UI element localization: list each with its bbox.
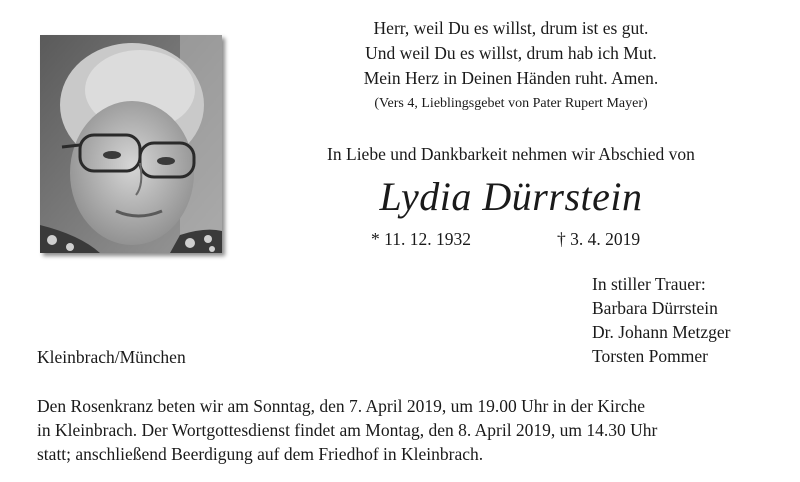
notice-line: Den Rosenkranz beten wir am Sonntag, den 7. April 2019, um 19.00 Uhr in der Kirche <box>37 396 645 416</box>
mourners-block <box>592 272 731 368</box>
verse-line: Und weil Du es willst, drum hab ich Mut. <box>365 43 657 63</box>
portrait-photo <box>40 35 222 253</box>
mourner-name: Barbara Dürrstein <box>592 298 718 318</box>
deceased-name: Lydia Dürrstein <box>379 174 643 219</box>
farewell-intro: In Liebe und Dankbarkeit nehmen wir Abschied von <box>327 144 695 164</box>
place-name: Kleinbrach/München <box>37 347 186 367</box>
death-date: † 3. 4. 2019 <box>557 229 641 249</box>
birth-date: * 11. 12. 1932 <box>371 229 471 249</box>
verse-block <box>300 16 722 116</box>
verse-line: Mein Herz in Deinen Händen ruht. Amen. <box>363 68 659 88</box>
notice-line: in Kleinbrach. Der Wortgottesdienst findet am Montag, den 8. April 2019, um 14.30 Uhr <box>37 420 658 440</box>
notice-line: statt; anschließend Beerdigung auf dem Friedhof in Kleinbrach. <box>37 444 484 464</box>
mourner-name: Torsten Pommer <box>592 346 708 366</box>
mourners-heading: In stiller Trauer: <box>592 274 706 294</box>
verse-line: Herr, weil Du es willst, drum ist es gut. <box>373 18 649 38</box>
verse-source: (Vers 4, Lieblingsgebet von Pater Rupert Mayer) <box>374 96 648 111</box>
service-notice <box>37 394 767 466</box>
mourner-name: Dr. Johann Metzger <box>592 322 731 342</box>
